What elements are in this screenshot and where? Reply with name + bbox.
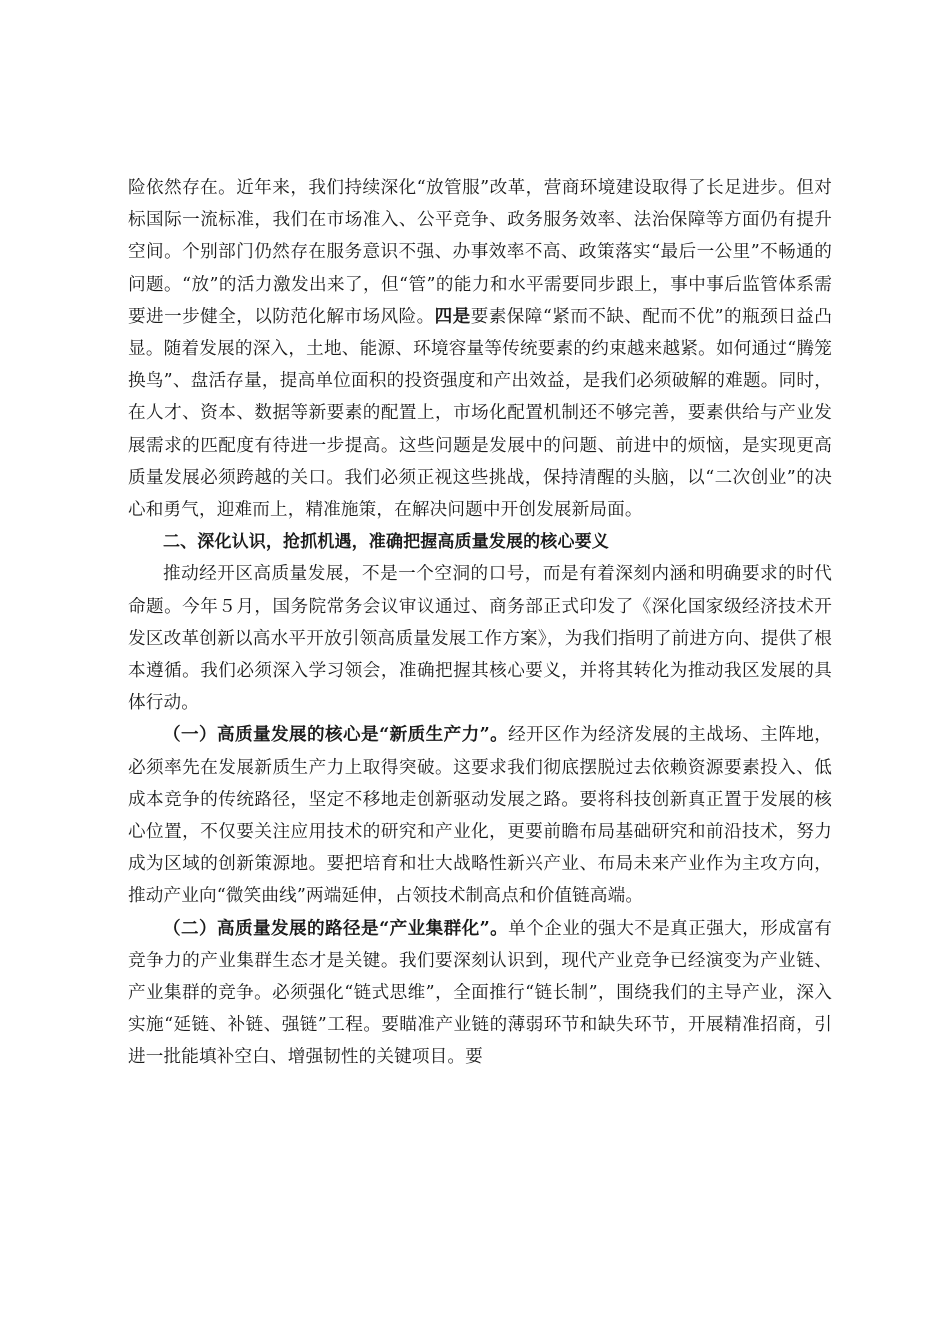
subsection-heading: （一）高质量发展的核心是“新质生产力”。 [163, 724, 509, 746]
paragraph-text: 险依然存在。近年来，我们持续深化“放管服”改革，营商环境建设取得了长足进步。但对标国际一流标准，我们在市场准入、公平竞争、政务服务效率、法治保障等方面仍有提升空间。个别部门仍然存在服务意识不强、办事效率不高、政策落实“最后一公里”不畅通的问题。“放”的活力激发出来了，但“管”的能力和水平需要同步跟上，事中事后监管体系需要进一步健全，以防范化解市场风险。 [128, 178, 832, 327]
paragraph-text: 要素保障“紧而不缺、配而不优”的瓶颈日益凸显。随着发展的深入，土地、能源、环境容量等传统要素的约束越来越紧。如何通过“腾笼换鸟”、盘活存量，提高单位面积的投资强度和产出效益，是我们必须破解的难题。同时，在人才、资本、数据等新要素的配置上，市场化配置机制还不够完善，要素供给与产业发展需求的匹配度有待进一步提高。这些问题是发展中的问题、前进中的烦恼，是实现更高质量发展必须跨越的关口。我们必须正视这些挑战，保持清醒的头脑，以“二次创业”的决心和勇气，迎难而上，精准施策，在解决问题中开创发展新局面。 [128, 306, 832, 521]
paragraph-text: 经开区作为经济发展的主战场、主阵地，必须率先在发展新质生产力上取得突破。这要求我们彻底摆脱过去依赖资源要素投入、低成本竞争的传统路径，坚定不移地走创新驱动发展之路。要将科技创新真正置于发展的核心位置，不仅要关注应用技术的研究和产业化，更要前瞻布局基础研究和前沿技术，努力成为区域的创新策源地。要把培育和壮大战略性新兴产业、布局未来产业作为主攻方向，推动产业向“微笑曲线”两端延伸，占领技术制高点和价值链高端。 [128, 725, 833, 907]
paragraph-continuation [128, 172, 832, 526]
subsection-heading: （二）高质量发展的路径是“产业集群化”。 [163, 917, 509, 939]
paragraph-text: 单个企业的强大不是真正强大，形成富有竞争力的产业集群生态才是关键。我们要深刻认识到，现代产业竞争已经演变为产业链、产业集群的竞争。必须强化“链式思维”，全面推行“链长制”，围绕我们的主导产业，深入实施“延链、补链、强链”工程。要瞄准产业链的薄弱环节和缺失环节，开展精准招商，引进一批能填补空白、增强韧性的关键项目。要 [128, 918, 833, 1068]
section-heading: 二、深化认识，抢抓机遇，准确把握高质量发展的核心要义 [163, 532, 609, 553]
paragraph-bold-lead: 四是 [434, 305, 471, 327]
paragraph [128, 913, 832, 1074]
document-body [128, 172, 832, 1074]
paragraph: 推动经开区高质量发展，不是一个空洞的口号，而是有着深刻内涵和明确要求的时代命题。今年５月，国务院常务会议审议通过、商务部正式印发了《深化国家级经济技术开发区改革创新以高水平开放引领高质量发展工作方案》，为我们指明了前进方向、提供了根本遵循。我们必须深入学习领会，准确把握其核心要义，并将其转化为推动我区发展的具体行动。 [128, 564, 832, 714]
paragraph [128, 719, 832, 912]
